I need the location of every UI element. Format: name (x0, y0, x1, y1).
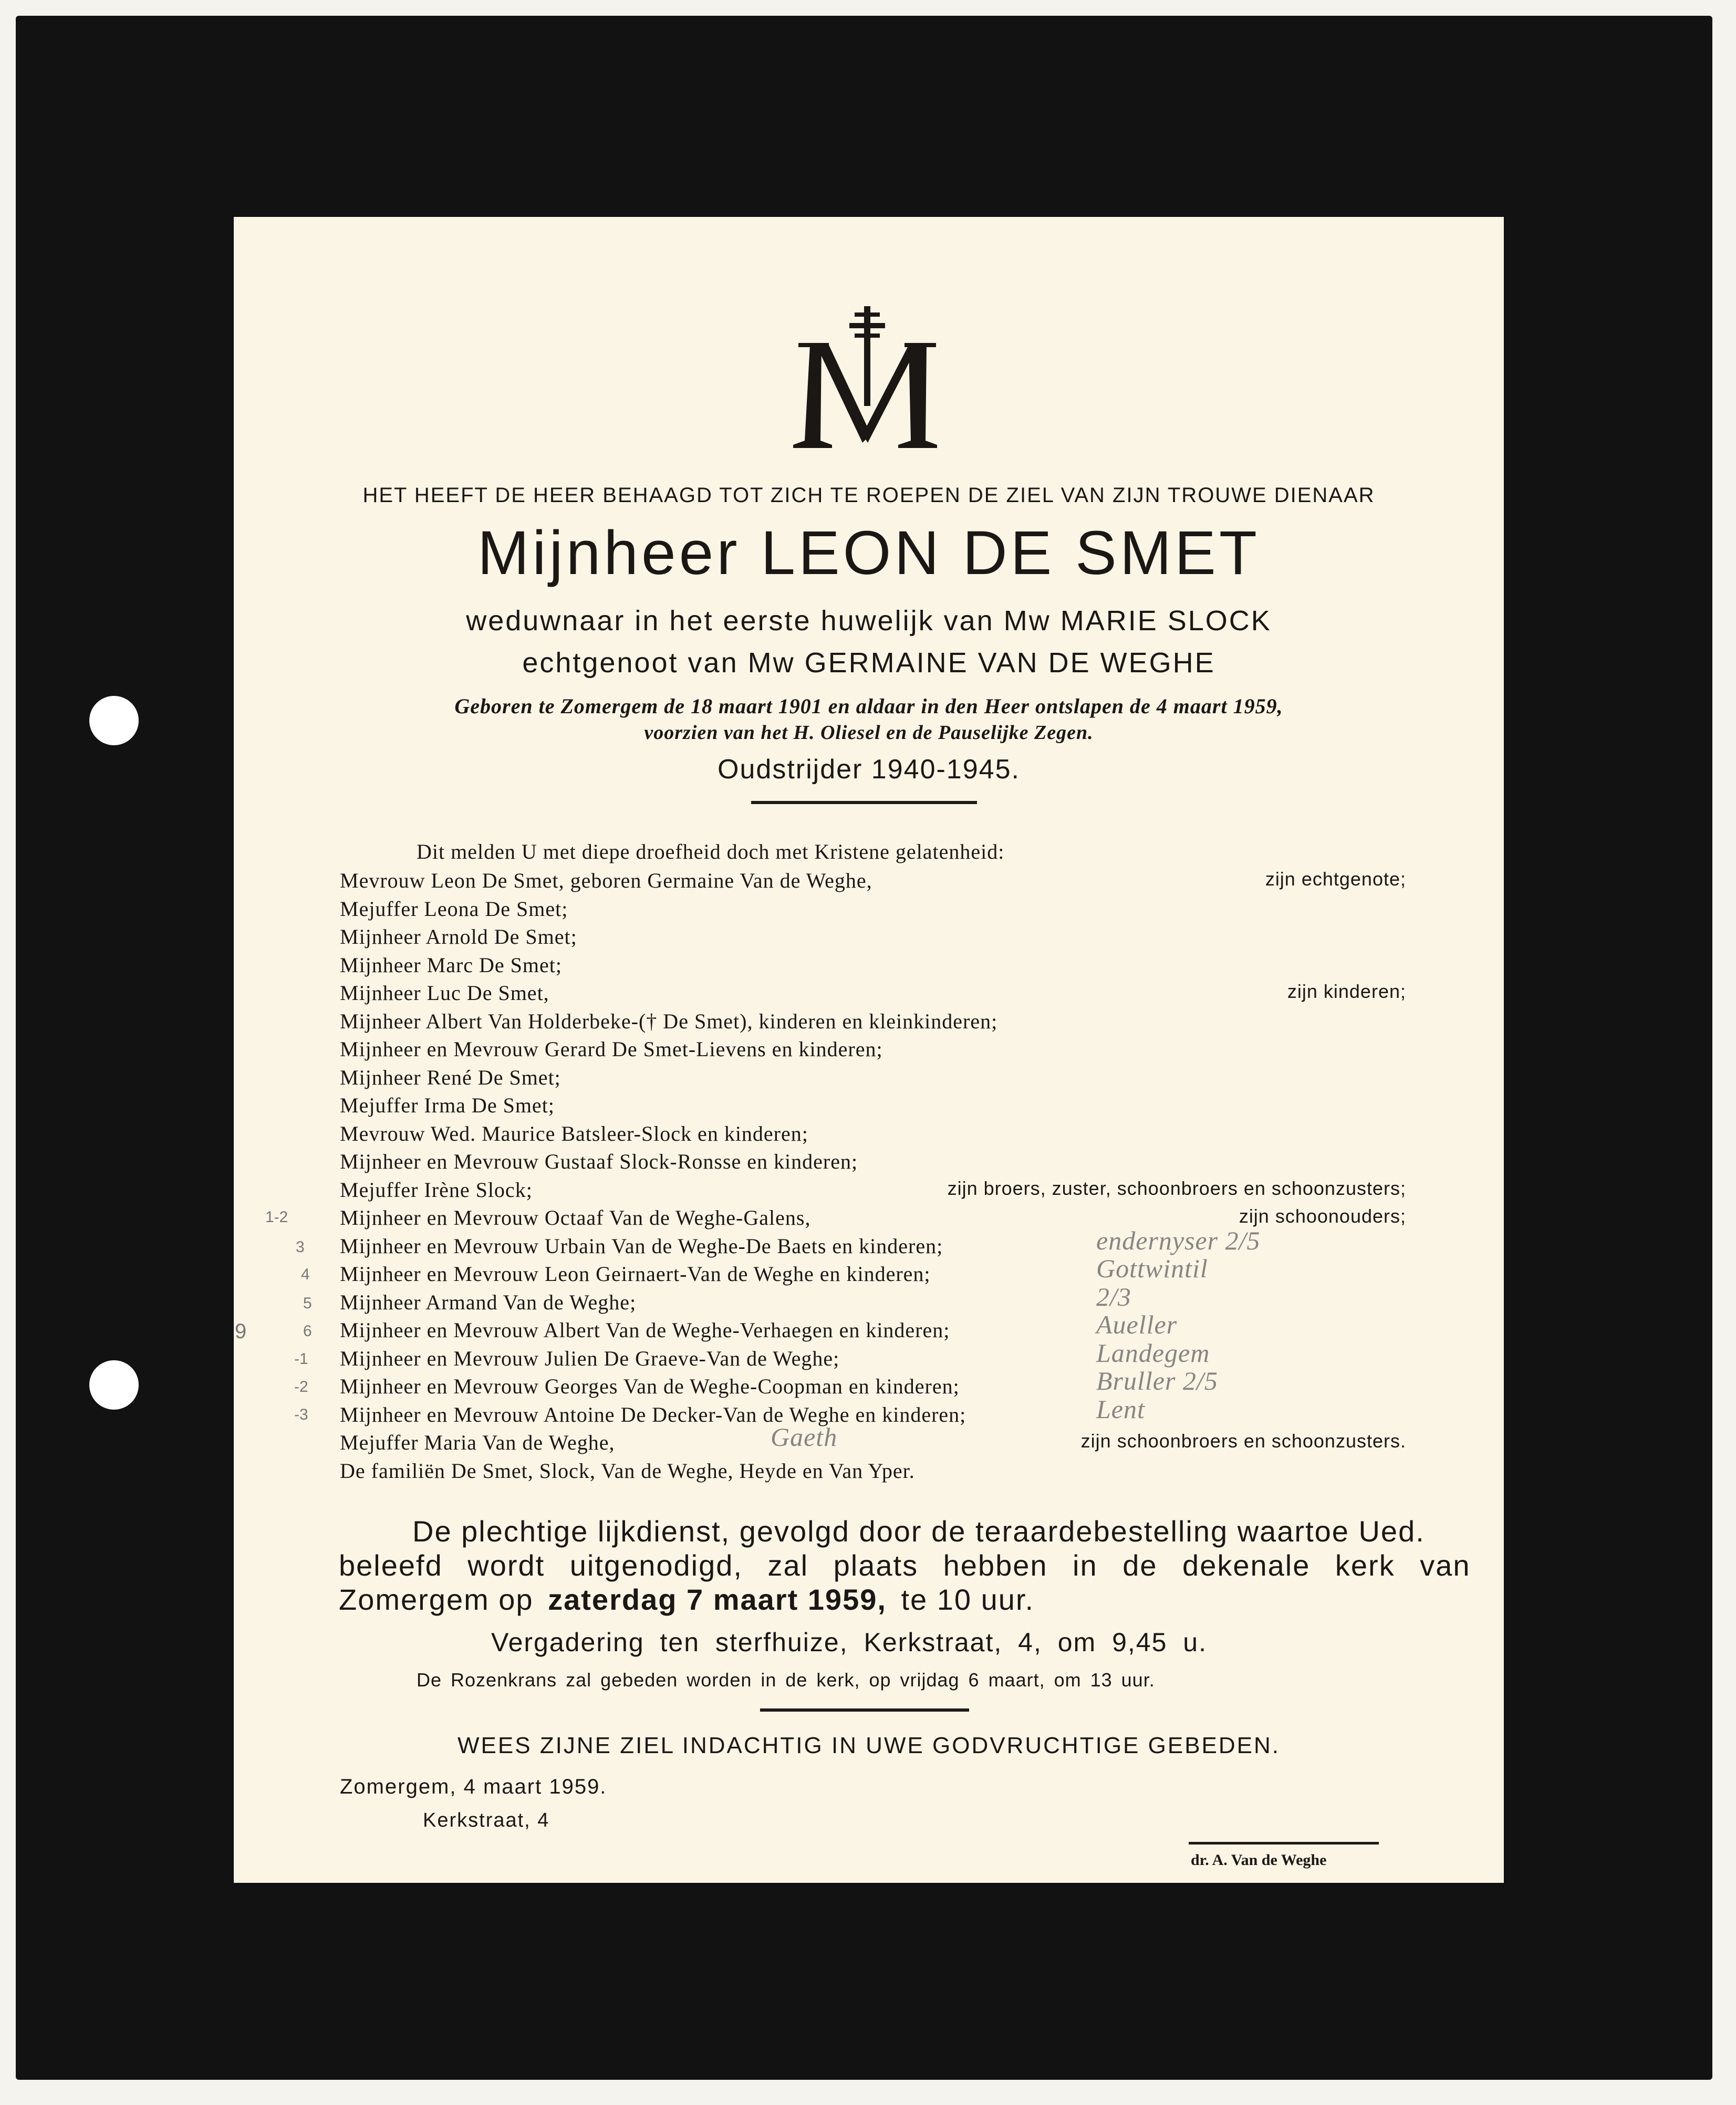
margin-mark: 4 (301, 1266, 310, 1283)
service-time: te 10 uur. (901, 1583, 1034, 1616)
family-row (340, 1366, 1390, 1402)
family-row (340, 1394, 1390, 1431)
family-row (340, 1338, 1390, 1374)
family-row (340, 1009, 1390, 1037)
margin-mark: 9 (235, 1320, 247, 1343)
obituary-card (234, 217, 1504, 1883)
handwritten-note: Aueller (1096, 1310, 1178, 1339)
printer-rule (1189, 1842, 1379, 1845)
handwritten-note: 2/3 (1096, 1281, 1131, 1311)
family-row (340, 1149, 1390, 1177)
margin-mark: -2 (294, 1378, 308, 1395)
punch-hole-bottom (89, 1360, 139, 1410)
rosary-line: De Rozenkrans zal gebeden worden in de kerk, op vrijdag 6 maart, om 13 uur. (417, 1669, 1155, 1691)
family-row (340, 1422, 1406, 1458)
family-row (340, 1458, 1390, 1487)
family-member-name: Mevrouw Leon De Smet, geboren Germaine Van de Weghe, (340, 869, 872, 892)
family-row (340, 897, 1390, 925)
handwritten-note: Bruller 2/5 (1096, 1366, 1218, 1395)
family-member-name: Mijnheer en Mevrouw Julien De Graeve-Van de Weghe; (340, 1346, 840, 1370)
family-member-name: Mijnheer Albert Van Holderbeke-(† De Smet), kinderen en kleinkinderen; (340, 1009, 998, 1033)
announcement-intro: Dit melden U met diepe droefheid doch met Kristene gelatenheid: (417, 840, 1005, 863)
punch-hole-top (89, 696, 139, 745)
handwritten-note: endernyser 2/5 (1096, 1225, 1261, 1255)
marian-monogram-icon (789, 303, 947, 455)
family-row (340, 868, 1406, 897)
family-row (340, 1225, 1390, 1262)
relationship-label: zijn schoonbroers en schoonzusters. (1080, 1430, 1406, 1452)
family-member-name: Mejuffer Irène Slock; (340, 1177, 533, 1202)
intro-line: HET HEEFT DE HEER BEHAAGD TOT ZICH TE ROEPEN DE ZIEL VAN ZIJN TROUWE DIENAAR (362, 484, 1375, 507)
family-member-name: Mijnheer en Mevrouw Georges Van de Weghe-Coopman en kinderen; (340, 1374, 960, 1398)
family-row (340, 1177, 1406, 1206)
family-member-name: Mijnheer Marc De Smet; (340, 953, 562, 977)
deceased-name: Mijnheer LEON DE SMET (477, 518, 1260, 588)
margin-mark: -1 (294, 1350, 308, 1368)
family-member-name: Mejuffer Maria Van de Weghe, (340, 1431, 615, 1454)
family-row (340, 1065, 1390, 1093)
family-member-name: Mijnheer en Mevrouw Gerard De Smet-Lievens en kinderen; (340, 1037, 883, 1061)
family-row (340, 1310, 1390, 1346)
first-marriage-line: weduwnaar in het eerste huwelijk van Mw MARIE SLOCK (466, 605, 1272, 637)
service-date: zaterdag 7 maart 1959, (548, 1583, 887, 1616)
family-member-name: Mijnheer en Mevrouw Antoine De Decker-Van de Weghe en kinderen; (340, 1402, 966, 1426)
birth-death-line: Geboren te Zomergem de 18 maart 1901 en aldaar in den Heer ontslapen de 4 maart 1959, (454, 694, 1283, 718)
family-member-name: Mijnheer Armand Van de Weghe; (340, 1290, 637, 1314)
family-member-name: Mijnheer en Mevrouw Octaaf Van de Weghe-Galens, (340, 1206, 811, 1229)
sacraments-line: voorzien van het H. Oliesel en de Pauselijke Zegen. (644, 722, 1094, 744)
family-row (340, 953, 1390, 981)
margin-mark: 1-2 (265, 1208, 288, 1226)
relationship-label: zijn schoonouders; (1239, 1205, 1406, 1227)
prayer-line: WEES ZIJNE ZIEL INDACHTIG IN UWE GODVRUCHTIGE GEBEDEN. (457, 1733, 1281, 1758)
margin-mark: 3 (296, 1238, 305, 1256)
service-line-1: De plechtige lijkdienst, gevolgd door de teraardebestelling waartoe Ued. (412, 1515, 1425, 1548)
service-line-2: beleefd wordt uitgenodigd, zal plaats hebben in de dekenale kerk van (339, 1549, 1471, 1582)
family-member-name: Mevrouw Wed. Maurice Batsleer-Slock en kinderen; (340, 1121, 808, 1145)
handwritten-note: Gottwintil (1096, 1254, 1208, 1283)
service-place: Zomergem op (339, 1583, 534, 1616)
family-row (340, 924, 1390, 953)
family-row (340, 1254, 1390, 1290)
family-row (340, 1037, 1390, 1065)
printer-name: dr. A. Van de Weghe (1191, 1851, 1327, 1869)
family-member-name: Mejuffer Leona De Smet; (340, 897, 568, 921)
relationship-label: zijn broers, zuster, schoonbroers en schoonzusters; (947, 1177, 1406, 1199)
service-line-3 (339, 1582, 1034, 1617)
margin-mark: 6 (303, 1322, 312, 1340)
divider-bottom (760, 1708, 969, 1712)
margin-mark: -3 (294, 1406, 308, 1423)
relationship-label: zijn kinderen; (1287, 981, 1406, 1002)
relationship-label: zijn echtgenote; (1265, 868, 1406, 890)
handwritten-note: Gaeth (771, 1422, 838, 1452)
family-row (340, 1093, 1390, 1121)
gathering-line: Vergadering ten sterfhuize, Kerkstraat, 4, om 9,45 u. (491, 1628, 1207, 1657)
veteran-line: Oudstrijder 1940-1945. (718, 754, 1020, 785)
divider-top (751, 801, 977, 804)
handwritten-note: Lent (1096, 1394, 1145, 1424)
spouse-line: echtgenoot van Mw GERMAINE VAN DE WEGHE (522, 647, 1215, 679)
family-member-name: Mejuffer Irma De Smet; (340, 1093, 555, 1117)
family-member-name: Mijnheer Luc De Smet, (340, 981, 549, 1005)
family-member-name: Mijnheer Arnold De Smet; (340, 925, 577, 949)
house-address: Kerkstraat, 4 (423, 1809, 550, 1831)
family-member-name: Mijnheer en Mevrouw Gustaaf Slock-Ronsse en kinderen; (340, 1150, 858, 1173)
family-member-name: Mijnheer en Mevrouw Albert Van de Weghe-Verhaegen en kinderen; (340, 1318, 950, 1342)
family-row (340, 981, 1406, 1009)
family-row (340, 1281, 1390, 1318)
family-row (340, 1121, 1390, 1150)
margin-mark: 5 (303, 1295, 312, 1312)
family-member-name: Mijnheer en Mevrouw Urbain Van de Weghe-De Baets en kinderen; (340, 1234, 943, 1258)
place-date: Zomergem, 4 maart 1959. (340, 1775, 607, 1798)
family-member-name: Mijnheer René De Smet; (340, 1065, 561, 1089)
family-member-name: De familiën De Smet, Slock, Van de Weghe, Heyde en Van Yper. (340, 1458, 915, 1483)
handwritten-note: Landegem (1096, 1338, 1210, 1368)
family-member-name: Mijnheer en Mevrouw Leon Geirnaert-Van de Weghe en kinderen; (340, 1262, 931, 1286)
